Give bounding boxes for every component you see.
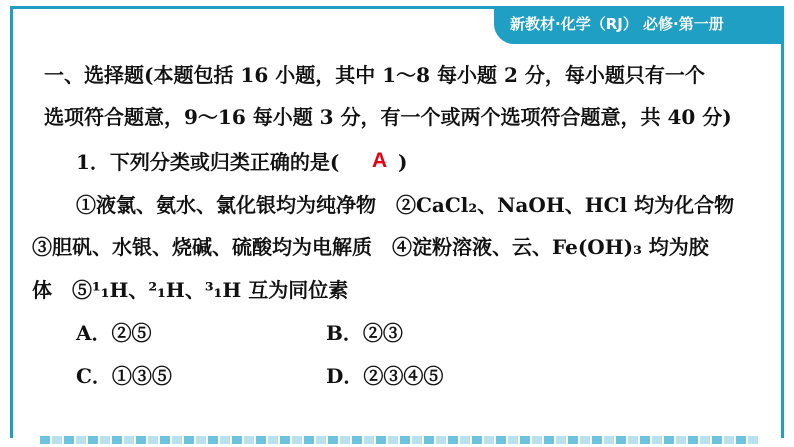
option-c: C．①③⑤ <box>76 364 172 388</box>
question-line-a: ①液氯、氨水、氯化银均为纯净物 ②CaCl₂、NaOH、HCl 均为化合物 <box>76 193 735 217</box>
section-heading-line-1: 一、选择题(本题包括 16 小题，其中 1～8 每小题 2 分，每小题只有一个 <box>44 63 705 87</box>
option-b: B．②③ <box>326 321 403 345</box>
option-a: A．②⑤ <box>76 321 152 345</box>
question-stem-prefix: 1．下列分类或归类正确的是( <box>76 150 340 174</box>
section-heading-line-2: 选项符合题意，9～16 每小题 3 分，有一个或两个选项符合题意，共 40 分) <box>44 105 732 129</box>
question-line-c: 体 ⑤¹₁H、²₁H、³₁H 互为同位素 <box>32 278 349 302</box>
header-badge-text: 新教材·化学（RJ） 必修·第一册 <box>510 15 724 33</box>
option-d: D．②③④⑤ <box>326 364 444 388</box>
bottom-decorative-band <box>40 436 760 444</box>
answer-mark: A <box>372 149 388 172</box>
question-stem-suffix: ) <box>398 150 408 174</box>
question-line-b: ③胆矾、水银、烧碱、硫酸均为电解质 ④淀粉溶液、云、Fe(OH)₃ 均为胶 <box>32 235 709 259</box>
